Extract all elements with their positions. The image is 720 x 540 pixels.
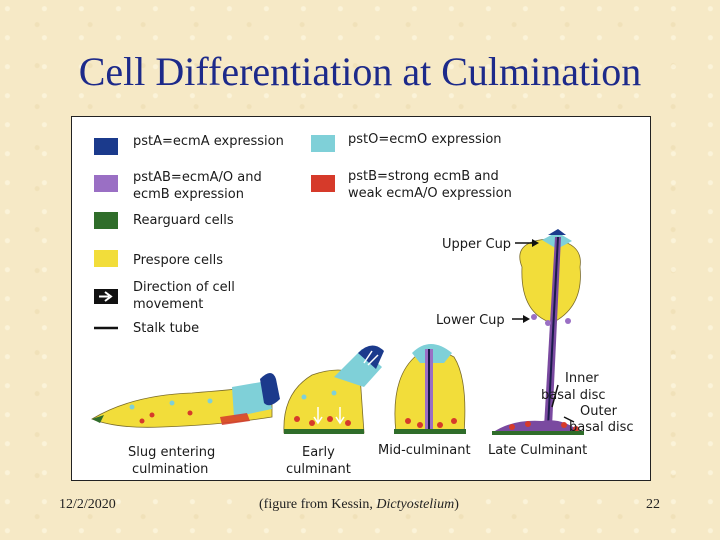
label-outer-1: Outer	[580, 404, 617, 419]
arrow-icon	[94, 289, 118, 304]
figure-caption	[259, 497, 459, 513]
slide-date: 12/2/2020	[59, 497, 116, 512]
page-number: 22	[646, 497, 660, 512]
stage-label-slug-2: culmination	[132, 462, 209, 477]
label-lower-cup: Lower Cup	[436, 313, 505, 328]
stage-label-early-1: Early	[302, 445, 335, 460]
legend-label-rearguard: Rearguard cells	[133, 213, 234, 228]
label-inner-1: Inner	[565, 371, 599, 386]
caption-italic: Dictyostelium	[376, 497, 455, 512]
legend-label-prespore: Prespore cells	[133, 253, 223, 268]
slug-stage-drawing	[92, 373, 280, 427]
legend-label-pstab-1: pstAB=ecmA/O and	[133, 170, 262, 185]
caption-suffix: )	[454, 497, 459, 512]
culmination-diagram	[72, 117, 650, 480]
legend-label-psto: pstO=ecmO expression	[348, 132, 502, 147]
stage-label-mid: Mid-culminant	[378, 443, 471, 458]
late-culminant-drawing	[492, 229, 584, 435]
legend-label-pstb-1: pstB=strong ecmB and	[348, 169, 499, 184]
figure-panel	[71, 116, 651, 481]
label-outer-2: basal disc	[569, 420, 634, 435]
legend-label-pstab-2: ecmB expression	[133, 187, 244, 202]
legend-label-direction-2: movement	[133, 297, 204, 312]
legend-swatch-pstb	[311, 175, 335, 192]
legend-label-pstb-2: weak ecmA/O expression	[348, 186, 512, 201]
stage-label-late: Late Culminant	[488, 443, 588, 458]
stage-label-slug-1: Slug entering	[128, 445, 216, 460]
stage-label-early-2: culminant	[286, 462, 351, 477]
legend-swatch-psto	[311, 135, 335, 152]
legend-label-direction-1: Direction of cell	[133, 280, 235, 295]
legend-swatch-pstab	[94, 175, 118, 192]
slide-title: Cell Differentiation at Culmination	[78, 49, 642, 94]
caption-prefix: (figure from Kessin,	[259, 497, 377, 512]
legend-swatch-psta	[94, 138, 118, 155]
legend-label-psta: pstA=ecmA expression	[133, 134, 284, 149]
legend-label-stalk: Stalk tube	[133, 321, 200, 336]
legend-swatch-prespore	[94, 250, 118, 267]
legend-swatch-rearguard	[94, 212, 118, 229]
label-upper-cup: Upper Cup	[442, 237, 512, 252]
early-culminant-drawing	[284, 345, 384, 434]
label-inner-2: basal disc	[541, 388, 606, 403]
mid-culminant-drawing	[394, 344, 466, 434]
